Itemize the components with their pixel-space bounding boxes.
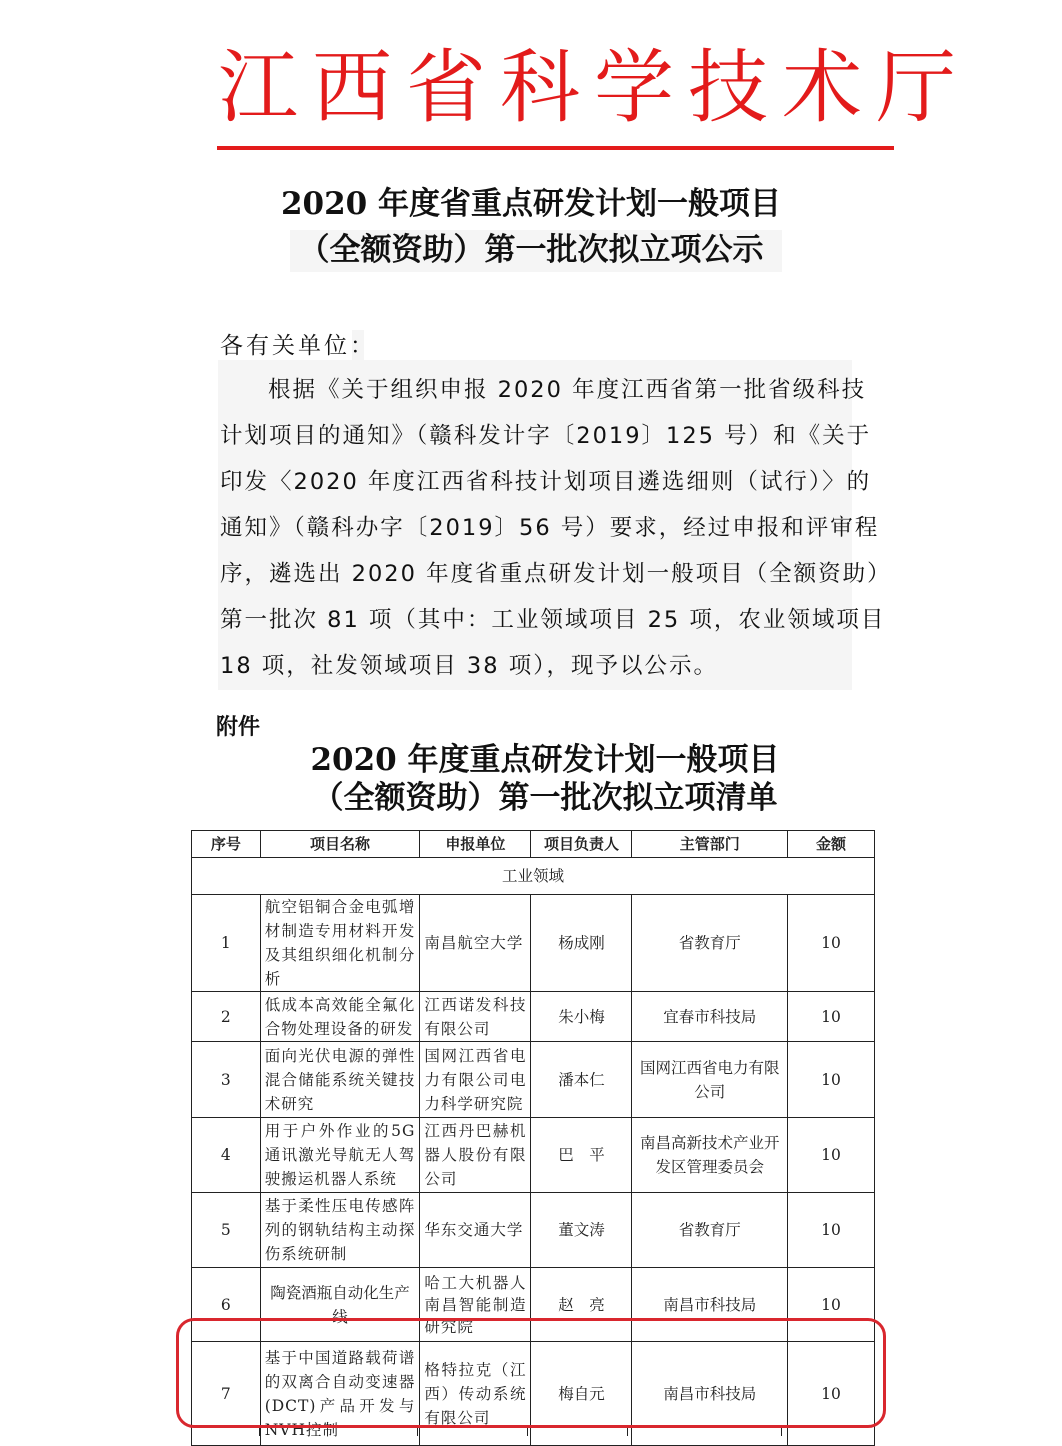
cell-name: 基于中国道路载荷谱的双离合自动变速器(DCT)产品开发与NVH控制 [260, 1342, 420, 1446]
table-row [192, 895, 875, 992]
letterhead-org-name: 江西省科学技术厅 [218, 41, 970, 134]
cell-leader: 潘本仁 [531, 1042, 632, 1118]
notice-title-line1: 2020 年度省重点研发计划一般项目 [280, 186, 782, 222]
cell-no: 1 [192, 895, 261, 992]
cell-amount: 10 [788, 895, 875, 992]
partial-row-border [191, 1428, 192, 1436]
cell-name: 用于户外作业的5G通讯激光导航无人驾驶搬运机器人系统 [260, 1118, 420, 1193]
notice-title-line2: （全额资助）第一批次拟立项公示 [298, 232, 764, 268]
cell-dept: 南昌市科技局 [632, 1342, 788, 1446]
partial-row-border [527, 1428, 528, 1436]
cell-leader: 赵 亮 [531, 1268, 632, 1342]
cell-no: 5 [192, 1193, 261, 1268]
letterhead-red-rule [217, 146, 894, 150]
cell-no: 3 [192, 1042, 261, 1118]
cell-leader: 董文涛 [531, 1193, 632, 1268]
next-row-partial [191, 1428, 875, 1436]
cell-unit: 江西诺发科技有限公司 [420, 992, 531, 1042]
cell-name: 陶瓷酒瓶自动化生产线 [260, 1268, 420, 1342]
cell-amount: 10 [788, 1042, 875, 1118]
body-line: 印发〈2020 年度江西省科技计划项目遴选细则（试行）〉的 [220, 469, 872, 495]
cell-dept: 宜春市科技局 [632, 992, 788, 1042]
cell-dept: 南昌高新技术产业开发区管理委员会 [632, 1118, 788, 1193]
partial-row-border [627, 1428, 628, 1436]
cell-amount: 10 [788, 992, 875, 1042]
cell-unit: 江西丹巴赫机器人股份有限公司 [420, 1118, 531, 1193]
cell-name: 航空铝铜合金电弧增材制造专用材料开发及其组织细化机制分析 [260, 895, 420, 992]
table-row [192, 1193, 875, 1268]
cell-dept: 省教育厅 [632, 1193, 788, 1268]
partial-row-border [259, 1428, 260, 1436]
partial-row-border [417, 1428, 418, 1436]
cell-amount: 10 [788, 1268, 875, 1342]
cell-unit: 国网江西省电力有限公司电力科学研究院 [420, 1042, 531, 1118]
cell-unit: 格特拉克（江西）传动系统有限公司 [420, 1342, 531, 1446]
list-title-line2: （全额资助）第一批次拟立项清单 [312, 780, 778, 816]
col-header-amount: 金额 [788, 831, 875, 858]
col-header-dept: 主管部门 [632, 831, 788, 858]
cell-no: 4 [192, 1118, 261, 1193]
cell-name: 面向光伏电源的弹性混合储能系统关键技术研究 [260, 1042, 420, 1118]
attachment-label: 附件 [216, 715, 261, 740]
cell-leader: 杨成刚 [531, 895, 632, 992]
col-header-no: 序号 [192, 831, 261, 858]
col-header-name: 项目名称 [260, 831, 420, 858]
cell-dept: 南昌市科技局 [632, 1268, 788, 1342]
cell-unit [420, 1268, 531, 1342]
col-header-unit: 申报单位 [420, 831, 531, 858]
salutation: 各有关单位： [220, 333, 376, 359]
cell-leader: 巴 平 [531, 1118, 632, 1193]
table-row [192, 992, 875, 1042]
body-line: 根据《关于组织申报 2020 年度江西省第一批省级科技 [268, 377, 867, 403]
cell-name: 基于柔性压电传感阵列的钢轨结构主动探伤系统研制 [260, 1193, 420, 1268]
cell-no: 6 [192, 1268, 261, 1342]
project-table [191, 830, 875, 1446]
cell-dept: 省教育厅 [632, 895, 788, 992]
cell-unit-text: 哈工大机器人南昌智能制造研究院 [424, 1273, 527, 1336]
cell-no: 2 [192, 992, 261, 1042]
section-label: 工业领域 [192, 858, 875, 895]
table-row [192, 1118, 875, 1193]
cell-leader: 梅自元 [531, 1342, 632, 1446]
list-title-line1: 2020 年度重点研发计划一般项目 [310, 742, 780, 778]
cell-no: 7 [192, 1342, 261, 1446]
partial-row-border [781, 1428, 782, 1436]
table-row [192, 1268, 875, 1342]
col-header-leader: 项目负责人 [531, 831, 632, 858]
cell-leader: 朱小梅 [531, 992, 632, 1042]
table-row [192, 1042, 875, 1118]
cell-unit: 华东交通大学 [420, 1193, 531, 1268]
partial-row-border [874, 1428, 875, 1436]
section-row [192, 858, 875, 895]
cell-name: 低成本高效能全氟化合物处理设备的研发 [260, 992, 420, 1042]
body-line: 计划项目的通知》（赣科发计字〔2019〕125 号）和《关于 [220, 423, 872, 449]
table-header-row [192, 831, 875, 858]
body-line: 第一批次 81 项（其中：工业领域项目 25 项，农业领域项目 [220, 607, 886, 633]
cell-amount: 10 [788, 1118, 875, 1193]
cell-unit: 南昌航空大学 [420, 895, 531, 992]
cell-amount: 10 [788, 1342, 875, 1446]
body-line: 18 项，社发领域项目 38 项），现予以公示。 [220, 653, 718, 679]
body-line: 序，遴选出 2020 年度省重点研发计划一般项目（全额资助） [220, 561, 892, 587]
body-line: 通知》（赣科办字〔2019〕56 号）要求，经过申报和评审程 [220, 515, 880, 541]
cell-amount: 10 [788, 1193, 875, 1268]
cell-dept: 国网江西省电力有限公司 [632, 1042, 788, 1118]
